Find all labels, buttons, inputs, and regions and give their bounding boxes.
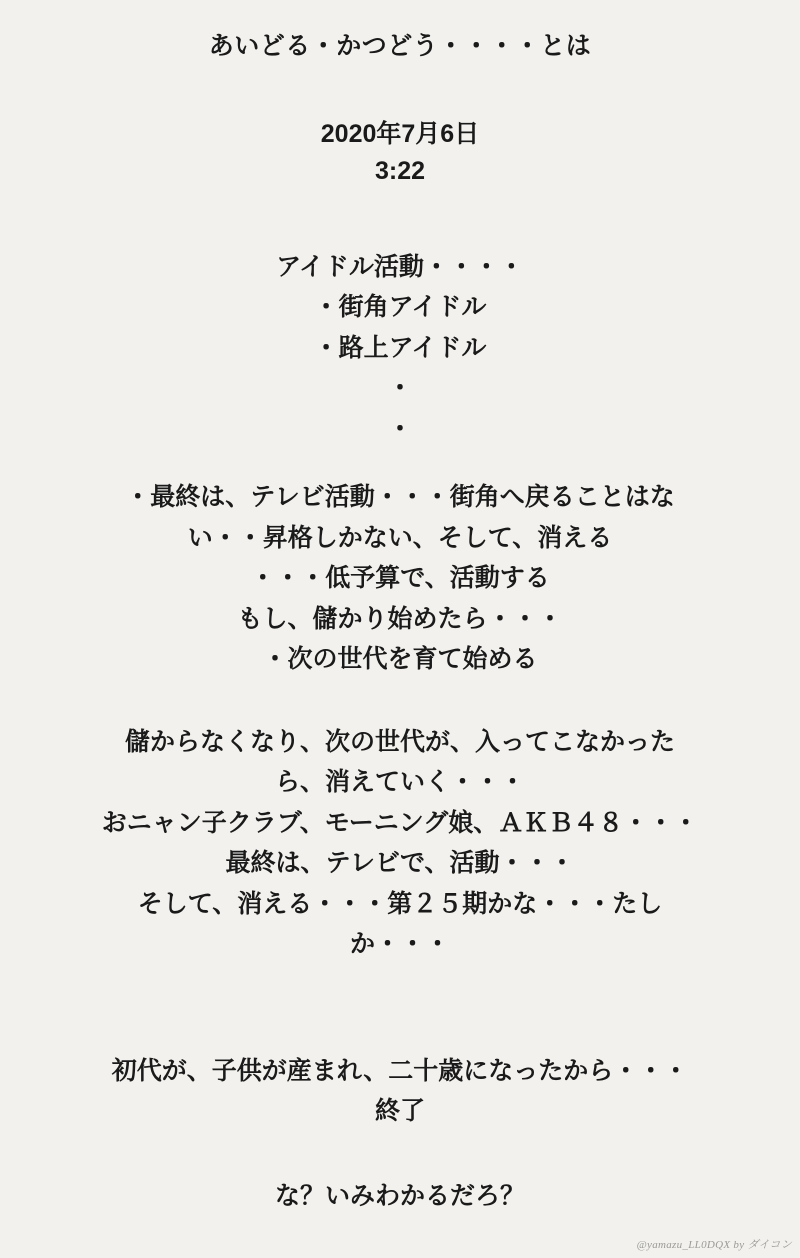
text-line: おニャン子クラブ、モーニング娘、ＡＫＢ４８・・・ bbox=[101, 808, 699, 837]
text-line: ・ bbox=[387, 414, 413, 443]
text-block-firstgen bbox=[30, 1051, 770, 1132]
text-block-activity bbox=[30, 247, 770, 450]
text-line: 初代が、子供が産まれ、二十歳になったから・・・ bbox=[111, 1056, 689, 1085]
text-line: 終了 bbox=[374, 1097, 425, 1126]
text-line: ・路上アイドル bbox=[313, 333, 487, 362]
text-line: 最終は、テレビで、活動・・・ bbox=[225, 849, 575, 878]
text-line: 儲からなくなり、次の世代が、入ってこなかった bbox=[124, 727, 675, 756]
text-block-groups bbox=[30, 722, 770, 965]
watermark: @yamazu_LL0DQX by ダイコン bbox=[636, 1239, 792, 1251]
timestamp bbox=[30, 116, 770, 191]
text-line: ら、消えていく・・・ bbox=[274, 768, 525, 797]
text-line: ・次の世代を育て始める bbox=[262, 645, 538, 674]
page-title: あいどる・かつどう・・・・とは bbox=[208, 32, 592, 60]
text-line: アイドル活動・・・・ bbox=[276, 252, 524, 281]
timestamp-date: 2020年7月6日 bbox=[320, 119, 480, 148]
text-line: か・・・ bbox=[349, 930, 450, 959]
timestamp-time: 3:22 bbox=[374, 157, 426, 186]
text-line: ・最終は、テレビ活動・・・街角へ戻ることはな bbox=[125, 483, 675, 512]
text-line: ・・・低予算で、活動する bbox=[250, 564, 550, 593]
text-block-closing bbox=[30, 1176, 770, 1217]
text-line: もし、儲かり始めたら・・・ bbox=[237, 604, 563, 633]
text-line: い・・昇格しかない、そして、消える bbox=[187, 523, 613, 552]
text-line: そして、消える・・・第２５期かな・・・たし bbox=[137, 889, 663, 918]
text-line: ・ bbox=[387, 374, 413, 403]
text-line: ・街角アイドル bbox=[313, 293, 487, 322]
text-line: な？いみわかるだろ？ bbox=[274, 1181, 525, 1210]
text-block-final bbox=[30, 477, 770, 680]
